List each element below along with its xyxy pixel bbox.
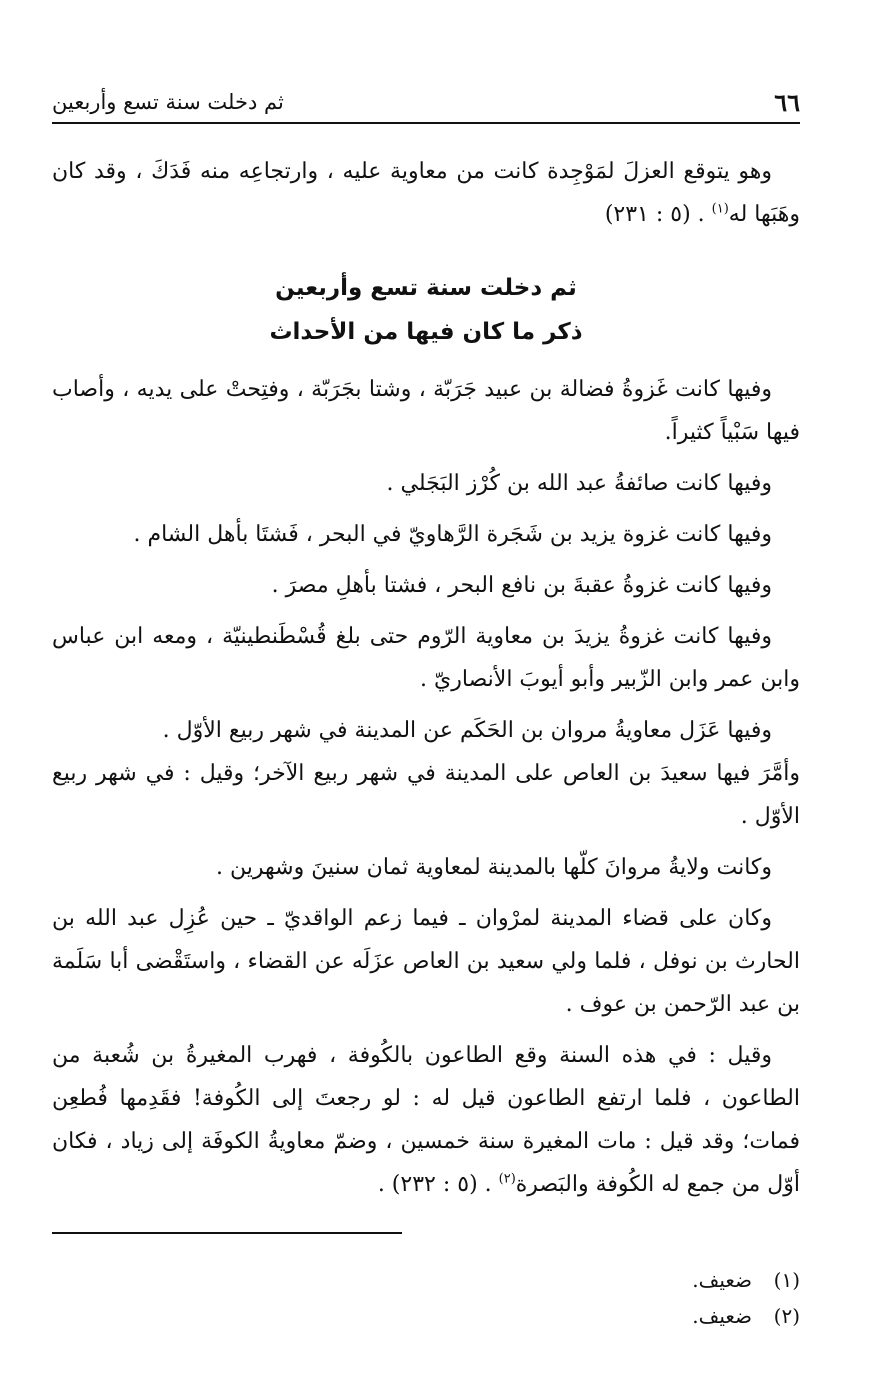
footnotes bbox=[52, 1262, 800, 1334]
page-header bbox=[52, 82, 800, 124]
body-paragraph: وفيها كانت غزوةُ يزيدَ بن معاوية الرّوم حتى بلغ قُسْطَنطينيّة ، ومعه ابن عباس وابن عمر وابن الزّبير وأبو أيوبَ الأنصاريّ . bbox=[52, 624, 800, 692]
page-content bbox=[52, 150, 800, 1206]
body-paragraph: وكانت ولايةُ مروانَ كلّها بالمدينة لمعاوية ثمان سنينَ وشهرين . bbox=[216, 855, 772, 880]
footnote-ref-1: (١) bbox=[711, 201, 729, 217]
footnote-text: ضعيف. bbox=[692, 1304, 752, 1328]
paragraph-text: وقيل : في هذه السنة وقع الطاعون بالكُوفة ، فهرب المغيرةُ بن شُعبة من الطاعون ، فلما ارتفع الطاعون قيل له : لو رجعتَ إلى الكُوفة! فقَدِمها فُطعِن فمات؛ وقد قيل : مات المغيرة سنة خمسين ، وضمّ معاويةُ الكوفَة إلى زياد ، فكان أوّل من جمع له الكُوفة والبَصرة bbox=[52, 1043, 800, 1197]
footnote-text: ضعيف. bbox=[692, 1268, 752, 1292]
section-title: ثم دخلت سنة تسع وأربعين bbox=[275, 275, 577, 301]
closing-paragraph bbox=[52, 1034, 800, 1206]
body-paragraph: وفيها عَزَل معاويةُ مروان بن الحَكَم عن المدينة في شهر ربيع الأوّل . bbox=[162, 718, 772, 743]
footnote-number: (٢) bbox=[773, 1304, 800, 1328]
section-subtitle: ذكر ما كان فيها من الأحداث bbox=[269, 319, 583, 345]
footnote-ref-2: (٢) bbox=[498, 1171, 516, 1187]
running-title: ثم دخلت سنة تسع وأربعين bbox=[52, 90, 284, 114]
citation: . (٥ : ٢٣٢) . bbox=[377, 1172, 499, 1197]
page-number: ٦٦ bbox=[774, 87, 800, 117]
opening-paragraph bbox=[52, 150, 800, 236]
footnote-divider bbox=[52, 1232, 402, 1234]
body-paragraph: وفيها كانت غزوة يزيد بن شَجَرة الرَّهاويّ في البحر ، فَشتَا بأهل الشام . bbox=[133, 522, 772, 547]
footnote bbox=[52, 1262, 800, 1298]
paragraph-text: وهو يتوقع العزلَ لمَوْجِدة كانت من معاوية عليه ، وارتجاعِه منه فَدَكَ ، وقد كان وهَبَها له bbox=[52, 159, 800, 227]
body-paragraph: وأمَّرَ فيها سعيدَ بن العاص على المدينة في شهر ربيع الآخر؛ وقيل : في شهر ربيع الأوّل . bbox=[52, 761, 800, 829]
citation: . (٥ : ٢٣١) bbox=[604, 202, 712, 227]
footnote bbox=[52, 1298, 800, 1334]
body-paragraph: وكان على قضاء المدينة لمرْوان ـ فيما زعم الواقديّ ـ حين عُزِل عبد الله بن الحارث بن نوفل ، فلما ولي سعيد بن العاص عزَلَه عن القضاء ، واستَقْضى أبا سَلَمة بن عبد الرّحمن بن عوف . bbox=[52, 906, 800, 1017]
footnote-number: (١) bbox=[773, 1268, 800, 1292]
body-paragraph: وفيها كانت غزوةُ عقبةَ بن نافع البحر ، فشتا بأهلِ مصرَ . bbox=[271, 573, 772, 598]
body-paragraph: وفيها كانت غَزوةُ فضالة بن عبيد جَرَبّة ، وشتا بجَرَبّة ، وفتِحتْ على يديه ، وأصاب فيها سَبْياً كثيراً. bbox=[52, 377, 800, 445]
body-paragraph: وفيها كانت صائفةُ عبد الله بن كُرْز البَجَلي . bbox=[386, 471, 772, 496]
section-headings bbox=[52, 266, 800, 354]
